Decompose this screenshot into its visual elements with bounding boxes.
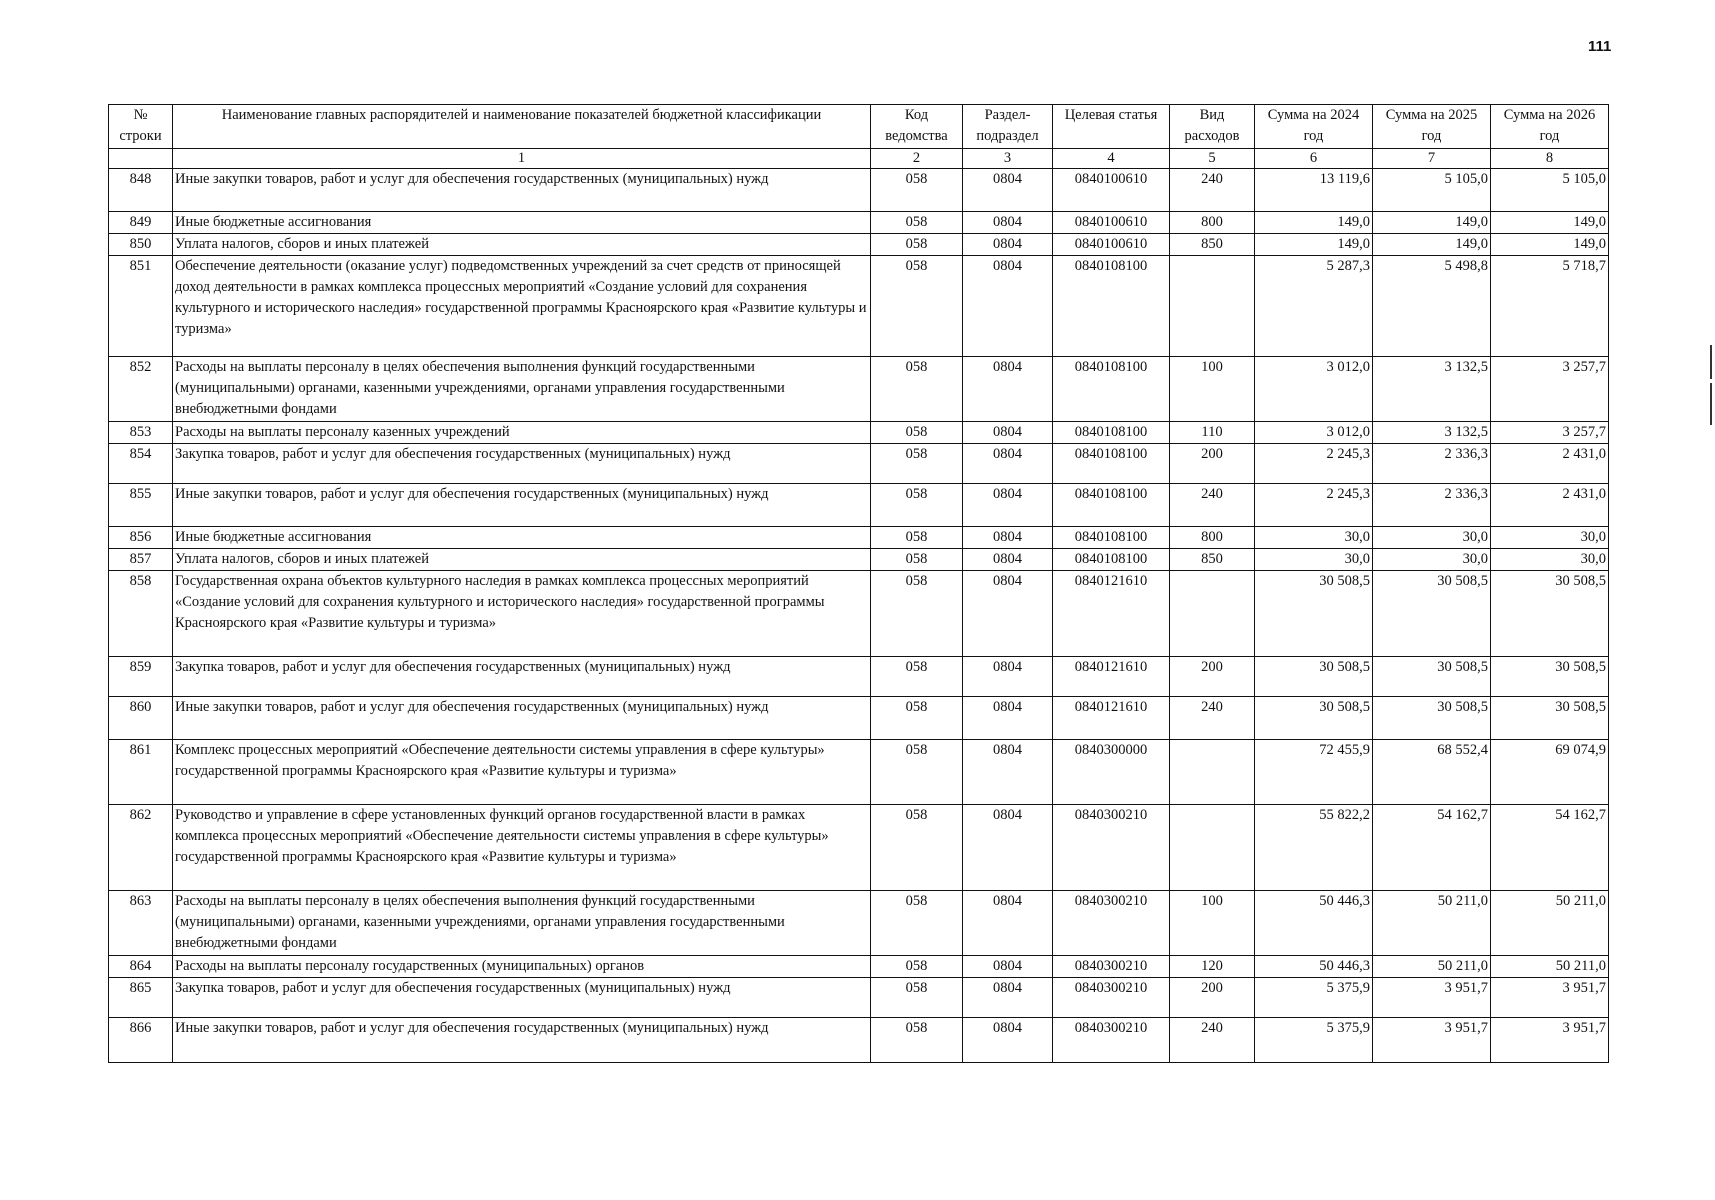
row-name: Закупка товаров, работ и услуг для обеспечения государственных (муниципальных) нужд — [173, 657, 871, 697]
row-sum-2025: 3 951,7 — [1373, 1018, 1491, 1063]
row-expense-type: 110 — [1170, 422, 1255, 444]
row-number: 853 — [109, 422, 173, 444]
row-sum-2024: 13 119,6 — [1255, 169, 1373, 212]
column-number: 5 — [1170, 149, 1255, 169]
row-sum-2024: 5 375,9 — [1255, 1018, 1373, 1063]
row-number: 865 — [109, 978, 173, 1018]
row-number: 851 — [109, 256, 173, 357]
table-row — [109, 697, 1609, 740]
row-dept-code: 058 — [871, 1018, 963, 1063]
header-type: Вид расходов — [1170, 105, 1255, 149]
row-sum-2025: 2 336,3 — [1373, 444, 1491, 484]
row-number: 855 — [109, 484, 173, 527]
page-number: 111 — [1588, 38, 1612, 55]
row-dept-code: 058 — [871, 357, 963, 422]
row-name: Комплекс процессных мероприятий «Обеспечение деятельности системы управления в сфере культуры» государственной программы Красноярского края «Развитие культуры и туризма» — [173, 740, 871, 805]
row-sum-2026: 30,0 — [1491, 527, 1609, 549]
row-target-code: 0840100610 — [1053, 234, 1170, 256]
row-sum-2024: 5 287,3 — [1255, 256, 1373, 357]
row-sum-2026: 3 257,7 — [1491, 357, 1609, 422]
row-name: Иные закупки товаров, работ и услуг для обеспечения государственных (муниципальных) нужд — [173, 169, 871, 212]
row-sum-2025: 30 508,5 — [1373, 697, 1491, 740]
scan-edge-mark — [1710, 345, 1712, 379]
row-sum-2024: 50 446,3 — [1255, 956, 1373, 978]
row-name: Расходы на выплаты персоналу в целях обеспечения выполнения функций государственными (муниципальными) органами, казенными учреждениями, органами управления государственными внебюджетными фондами — [173, 891, 871, 956]
row-dept-code: 058 — [871, 256, 963, 357]
row-target-code: 0840100610 — [1053, 212, 1170, 234]
row-sum-2024: 149,0 — [1255, 212, 1373, 234]
row-number: 866 — [109, 1018, 173, 1063]
row-expense-type: 200 — [1170, 444, 1255, 484]
row-name: Уплата налогов, сборов и иных платежей — [173, 549, 871, 571]
row-expense-type: 800 — [1170, 527, 1255, 549]
row-sum-2024: 30,0 — [1255, 549, 1373, 571]
row-sum-2026: 3 951,7 — [1491, 978, 1609, 1018]
row-target-code: 0840300000 — [1053, 740, 1170, 805]
row-dept-code: 058 — [871, 212, 963, 234]
row-number: 857 — [109, 549, 173, 571]
row-expense-type: 240 — [1170, 484, 1255, 527]
row-name: Государственная охрана объектов культурного наследия в рамках комплекса процессных мероприятий «Создание условий для сохранения культурного и исторического наследия» государственной программы Красноярского края «Развитие культуры и туризма» — [173, 571, 871, 657]
row-sum-2025: 30 508,5 — [1373, 657, 1491, 697]
row-name: Иные закупки товаров, работ и услуг для обеспечения государственных (муниципальных) нужд — [173, 697, 871, 740]
row-number: 858 — [109, 571, 173, 657]
row-section-code: 0804 — [963, 549, 1053, 571]
column-number: 7 — [1373, 149, 1491, 169]
row-expense-type: 240 — [1170, 1018, 1255, 1063]
header-target: Целевая статья — [1053, 105, 1170, 149]
row-sum-2025: 30,0 — [1373, 527, 1491, 549]
table-row — [109, 549, 1609, 571]
row-target-code: 0840300210 — [1053, 956, 1170, 978]
row-sum-2024: 55 822,2 — [1255, 805, 1373, 891]
row-section-code: 0804 — [963, 571, 1053, 657]
row-section-code: 0804 — [963, 740, 1053, 805]
row-expense-type: 120 — [1170, 956, 1255, 978]
row-number: 860 — [109, 697, 173, 740]
row-sum-2025: 5 105,0 — [1373, 169, 1491, 212]
table-row — [109, 657, 1609, 697]
header-row — [109, 105, 1609, 149]
header-sum-2024: Сумма на 2024 год — [1255, 105, 1373, 149]
row-sum-2026: 5 105,0 — [1491, 169, 1609, 212]
row-dept-code: 058 — [871, 169, 963, 212]
row-sum-2025: 149,0 — [1373, 212, 1491, 234]
row-sum-2024: 3 012,0 — [1255, 357, 1373, 422]
row-target-code: 0840108100 — [1053, 422, 1170, 444]
scan-edge-mark — [1710, 383, 1712, 425]
row-target-code: 0840108100 — [1053, 484, 1170, 527]
table-row — [109, 169, 1609, 212]
row-expense-type — [1170, 571, 1255, 657]
table-row — [109, 484, 1609, 527]
row-section-code: 0804 — [963, 234, 1053, 256]
row-name: Расходы на выплаты персоналу в целях обеспечения выполнения функций государственными (муниципальными) органами, казенными учреждениями, органами управления государственными внебюджетными фондами — [173, 357, 871, 422]
row-section-code: 0804 — [963, 978, 1053, 1018]
row-target-code: 0840300210 — [1053, 805, 1170, 891]
row-sum-2026: 54 162,7 — [1491, 805, 1609, 891]
row-section-code: 0804 — [963, 357, 1053, 422]
row-sum-2024: 30,0 — [1255, 527, 1373, 549]
row-sum-2026: 2 431,0 — [1491, 484, 1609, 527]
header-no: № строки — [109, 105, 173, 149]
row-name: Иные бюджетные ассигнования — [173, 212, 871, 234]
row-sum-2026: 30,0 — [1491, 549, 1609, 571]
table-body — [109, 169, 1609, 1063]
row-expense-type: 200 — [1170, 978, 1255, 1018]
row-number: 850 — [109, 234, 173, 256]
row-section-code: 0804 — [963, 422, 1053, 444]
row-sum-2025: 30 508,5 — [1373, 571, 1491, 657]
row-expense-type: 100 — [1170, 891, 1255, 956]
row-sum-2025: 30,0 — [1373, 549, 1491, 571]
table-row — [109, 805, 1609, 891]
row-sum-2025: 54 162,7 — [1373, 805, 1491, 891]
row-dept-code: 058 — [871, 805, 963, 891]
column-number-blank — [109, 149, 173, 169]
table-row — [109, 234, 1609, 256]
row-sum-2026: 149,0 — [1491, 212, 1609, 234]
row-expense-type: 850 — [1170, 234, 1255, 256]
budget-table — [108, 104, 1609, 1063]
row-expense-type: 240 — [1170, 697, 1255, 740]
row-name: Руководство и управление в сфере установленных функций органов государственной власти в рамках комплекса процессных мероприятий «Обеспечение деятельности системы управления в сфере культуры» государственной программы Красноярского края «Развитие культуры и туризма» — [173, 805, 871, 891]
row-sum-2026: 30 508,5 — [1491, 697, 1609, 740]
column-number: 2 — [871, 149, 963, 169]
row-number: 863 — [109, 891, 173, 956]
row-sum-2026: 50 211,0 — [1491, 956, 1609, 978]
column-number: 6 — [1255, 149, 1373, 169]
row-target-code: 0840300210 — [1053, 978, 1170, 1018]
row-sum-2025: 3 132,5 — [1373, 357, 1491, 422]
row-sum-2024: 149,0 — [1255, 234, 1373, 256]
row-sum-2024: 5 375,9 — [1255, 978, 1373, 1018]
row-target-code: 0840108100 — [1053, 357, 1170, 422]
row-section-code: 0804 — [963, 444, 1053, 484]
row-expense-type: 850 — [1170, 549, 1255, 571]
column-number: 8 — [1491, 149, 1609, 169]
row-sum-2026: 3 257,7 — [1491, 422, 1609, 444]
row-number: 861 — [109, 740, 173, 805]
row-target-code: 0840121610 — [1053, 571, 1170, 657]
table-row — [109, 891, 1609, 956]
row-dept-code: 058 — [871, 891, 963, 956]
row-sum-2026: 5 718,7 — [1491, 256, 1609, 357]
row-number: 859 — [109, 657, 173, 697]
row-dept-code: 058 — [871, 527, 963, 549]
row-number: 862 — [109, 805, 173, 891]
row-target-code: 0840300210 — [1053, 1018, 1170, 1063]
row-sum-2026: 149,0 — [1491, 234, 1609, 256]
row-target-code: 0840121610 — [1053, 657, 1170, 697]
row-dept-code: 058 — [871, 740, 963, 805]
row-section-code: 0804 — [963, 484, 1053, 527]
table-row — [109, 444, 1609, 484]
row-expense-type: 200 — [1170, 657, 1255, 697]
row-section-code: 0804 — [963, 256, 1053, 357]
row-expense-type — [1170, 805, 1255, 891]
row-sum-2024: 30 508,5 — [1255, 657, 1373, 697]
row-name: Уплата налогов, сборов и иных платежей — [173, 234, 871, 256]
column-number: 4 — [1053, 149, 1170, 169]
row-number: 856 — [109, 527, 173, 549]
row-sum-2025: 50 211,0 — [1373, 891, 1491, 956]
row-section-code: 0804 — [963, 169, 1053, 212]
row-sum-2026: 50 211,0 — [1491, 891, 1609, 956]
row-dept-code: 058 — [871, 422, 963, 444]
table-row — [109, 212, 1609, 234]
row-number: 849 — [109, 212, 173, 234]
table-row — [109, 740, 1609, 805]
row-expense-type — [1170, 256, 1255, 357]
column-number: 1 — [173, 149, 871, 169]
row-name: Иные закупки товаров, работ и услуг для обеспечения государственных (муниципальных) нужд — [173, 1018, 871, 1063]
row-section-code: 0804 — [963, 805, 1053, 891]
row-section-code: 0804 — [963, 956, 1053, 978]
header-code: Код ведомства — [871, 105, 963, 149]
row-name: Закупка товаров, работ и услуг для обеспечения государственных (муниципальных) нужд — [173, 978, 871, 1018]
row-sum-2025: 68 552,4 — [1373, 740, 1491, 805]
row-sum-2025: 3 132,5 — [1373, 422, 1491, 444]
table-row — [109, 571, 1609, 657]
row-sum-2024: 50 446,3 — [1255, 891, 1373, 956]
table-row — [109, 527, 1609, 549]
table-row — [109, 357, 1609, 422]
row-target-code: 0840108100 — [1053, 549, 1170, 571]
row-name: Обеспечение деятельности (оказание услуг) подведомственных учреждений за счет средств от приносящей доход деятельности в рамках комплекса процессных мероприятий «Создание условий для сохранения культурного и исторического наследия» государственной программы Красноярского края «Развитие культуры и туризма» — [173, 256, 871, 357]
row-sum-2024: 3 012,0 — [1255, 422, 1373, 444]
row-dept-code: 058 — [871, 956, 963, 978]
header-sum-2025: Сумма на 2025 год — [1373, 105, 1491, 149]
row-section-code: 0804 — [963, 891, 1053, 956]
column-number-row — [109, 149, 1609, 169]
row-expense-type: 240 — [1170, 169, 1255, 212]
row-sum-2024: 2 245,3 — [1255, 484, 1373, 527]
row-expense-type — [1170, 740, 1255, 805]
table-row — [109, 956, 1609, 978]
row-dept-code: 058 — [871, 444, 963, 484]
row-target-code: 0840108100 — [1053, 444, 1170, 484]
row-target-code: 0840100610 — [1053, 169, 1170, 212]
row-number: 864 — [109, 956, 173, 978]
header-section: Раздел-подраздел — [963, 105, 1053, 149]
row-expense-type: 800 — [1170, 212, 1255, 234]
row-name: Иные закупки товаров, работ и услуг для обеспечения государственных (муниципальных) нужд — [173, 484, 871, 527]
row-dept-code: 058 — [871, 657, 963, 697]
row-section-code: 0804 — [963, 527, 1053, 549]
row-name: Иные бюджетные ассигнования — [173, 527, 871, 549]
row-dept-code: 058 — [871, 697, 963, 740]
table-row — [109, 256, 1609, 357]
row-target-code: 0840108100 — [1053, 256, 1170, 357]
header-sum-2026: Сумма на 2026 год — [1491, 105, 1609, 149]
column-number: 3 — [963, 149, 1053, 169]
row-number: 854 — [109, 444, 173, 484]
row-dept-code: 058 — [871, 978, 963, 1018]
row-sum-2026: 69 074,9 — [1491, 740, 1609, 805]
row-sum-2026: 30 508,5 — [1491, 657, 1609, 697]
table-row — [109, 1018, 1609, 1063]
row-target-code: 0840300210 — [1053, 891, 1170, 956]
row-target-code: 0840108100 — [1053, 527, 1170, 549]
row-section-code: 0804 — [963, 212, 1053, 234]
row-dept-code: 058 — [871, 549, 963, 571]
row-expense-type: 100 — [1170, 357, 1255, 422]
header-name: Наименование главных распорядителей и наименование показателей бюджетной классификации — [173, 105, 871, 149]
row-name: Расходы на выплаты персоналу государственных (муниципальных) органов — [173, 956, 871, 978]
row-sum-2025: 50 211,0 — [1373, 956, 1491, 978]
table-row — [109, 978, 1609, 1018]
row-sum-2026: 2 431,0 — [1491, 444, 1609, 484]
row-dept-code: 058 — [871, 234, 963, 256]
row-section-code: 0804 — [963, 657, 1053, 697]
row-sum-2026: 3 951,7 — [1491, 1018, 1609, 1063]
row-sum-2024: 2 245,3 — [1255, 444, 1373, 484]
row-target-code: 0840121610 — [1053, 697, 1170, 740]
row-number: 852 — [109, 357, 173, 422]
row-sum-2025: 3 951,7 — [1373, 978, 1491, 1018]
row-sum-2025: 5 498,8 — [1373, 256, 1491, 357]
row-sum-2025: 149,0 — [1373, 234, 1491, 256]
table-row — [109, 422, 1609, 444]
row-sum-2024: 30 508,5 — [1255, 571, 1373, 657]
row-section-code: 0804 — [963, 1018, 1053, 1063]
row-dept-code: 058 — [871, 484, 963, 527]
row-section-code: 0804 — [963, 697, 1053, 740]
row-sum-2024: 72 455,9 — [1255, 740, 1373, 805]
row-name: Расходы на выплаты персоналу казенных учреждений — [173, 422, 871, 444]
row-dept-code: 058 — [871, 571, 963, 657]
row-number: 848 — [109, 169, 173, 212]
row-sum-2024: 30 508,5 — [1255, 697, 1373, 740]
row-sum-2026: 30 508,5 — [1491, 571, 1609, 657]
row-name: Закупка товаров, работ и услуг для обеспечения государственных (муниципальных) нужд — [173, 444, 871, 484]
row-sum-2025: 2 336,3 — [1373, 484, 1491, 527]
